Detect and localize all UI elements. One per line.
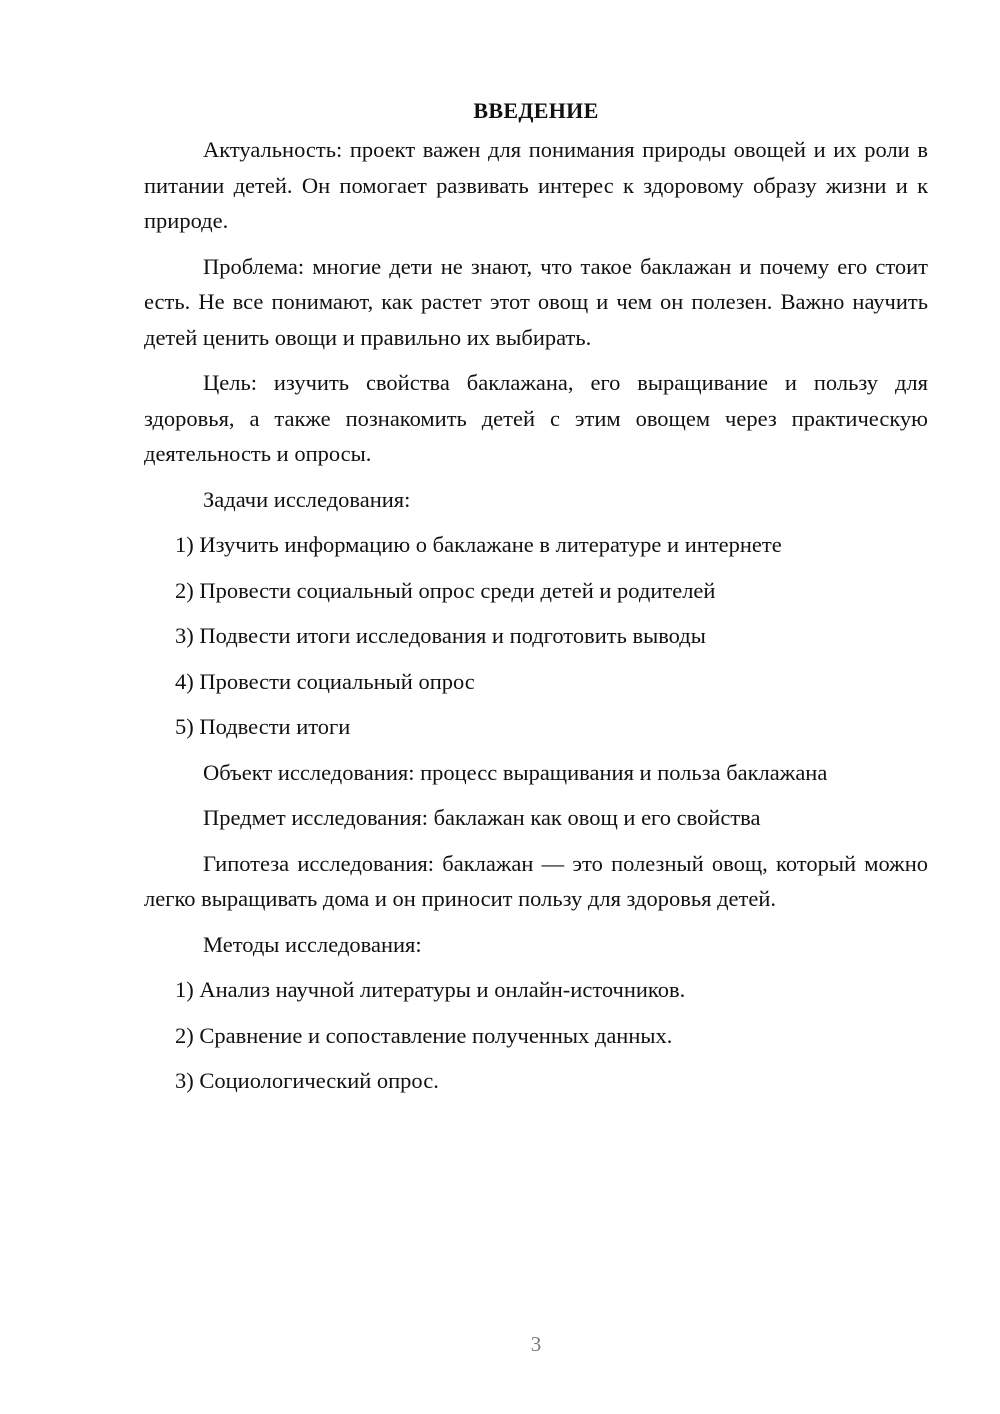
tasks-heading: Задачи исследования: xyxy=(203,486,411,512)
research-object: Объект исследования: процесс выращивания и польза баклажана xyxy=(203,759,828,785)
problem-paragraph: Проблема: многие дети не знают, что такое баклажан и почему его стоит есть. Не все понимают, как растет этот овощ и чем он полезен. Важно научить детей ценить овощи и правильно их выбирать. xyxy=(144,253,928,350)
page-content xyxy=(144,96,928,1109)
method-item: 2) Сравнение и сопоставление полученных данных. xyxy=(175,1022,673,1048)
hypothesis-paragraph: Гипотеза исследования: баклажан — это полезный овощ, который можно легко выращивать дома и он приносит пользу для здоровья детей. xyxy=(144,850,928,911)
task-item: 1) Изучить информацию о баклажане в литературе и интернете xyxy=(175,532,782,557)
research-subject: Предмет исследования: баклажан как овощ и его свойства xyxy=(203,805,761,830)
task-item: 2) Провести социальный опрос среди детей и родителей xyxy=(175,577,716,603)
method-item: 1) Анализ научной литературы и онлайн-источников. xyxy=(175,977,686,1002)
goal-paragraph: Цель: изучить свойства баклажана, его выращивание и пользу для здоровья, а также познакомить детей с этим овощем через практическую деятельность и опросы. xyxy=(144,370,928,466)
task-item: 3) Подвести итоги исследования и подготовить выводы xyxy=(175,623,706,648)
method-item: 3) Социологический опрос. xyxy=(175,1068,439,1093)
relevance-paragraph: Актуальность: проект важен для понимания природы овощей и их роли в питании детей. Он помогает развивать интерес к здоровому образу жизни и к природе. xyxy=(144,137,928,233)
section-title: ВВЕДЕНИЕ xyxy=(473,98,599,123)
methods-heading: Методы исследования: xyxy=(203,931,422,957)
task-item: 4) Провести социальный опрос xyxy=(175,668,475,694)
page-number: 3 xyxy=(530,1332,542,1356)
task-item: 5) Подвести итоги xyxy=(175,714,351,739)
